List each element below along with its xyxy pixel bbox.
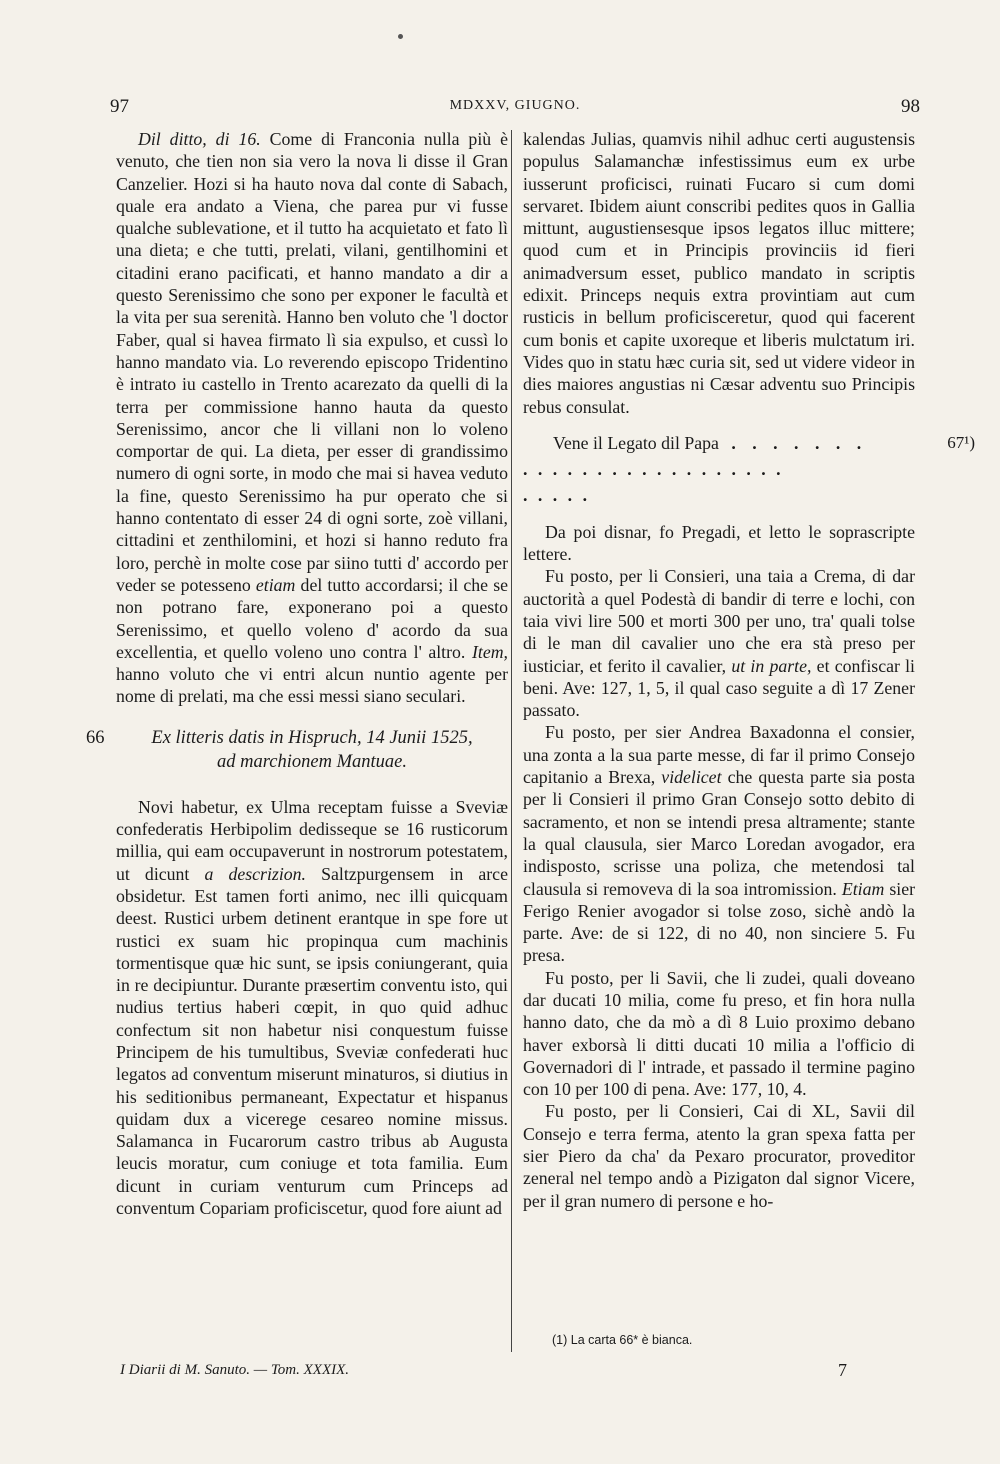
italic-word: etiam (255, 574, 296, 595)
ellipsis-dots: . . . . . . . (731, 432, 868, 453)
paragraph (523, 565, 915, 721)
section-heading (86, 726, 508, 774)
text: del tutto accordarsi; il che se non potrano fare, exponerano poi a questo Serenissimo, et quello voleno d' acordo da sua excellentia, et quello voleno uno contra l' altro. (116, 574, 509, 662)
text: Vene il Legato dil Papa (553, 432, 719, 453)
text: Fu posto, per li Consieri, una taia a Crema, di dar auctorità a quel Podestà di bandir di terre e lochi, con taia vivi lire 500 et morti 300 per uno, tra' quali tolse di le man dil cavalier uno che era stà preso per iusticiar, et ferito il cavalier, (523, 566, 915, 676)
text: che questa parte sia posta per li Consieri il primo Gran Consejo sotto debito di sacramento, et non se intendi presa altramente; stante la qual clausula, sier Marco Loredan avogador, era indisposto, scrisse una poliza, che metendosi tal clausula si removeva di la soa intromission. (523, 767, 915, 899)
vene-line (523, 432, 975, 454)
ellipsis-dots: . . . . . . . . . . . . . . . . . . (523, 459, 784, 480)
running-header (110, 96, 920, 118)
text: sier Ferigo Renier avogador si tolse zoso, sichè andò la parte. Ave: de si 122, di no 40, non sinciere 5. Fu presa. (523, 878, 916, 966)
left-column (86, 128, 509, 1219)
header-title: MDXXV, GIUGNO. (449, 98, 581, 113)
text: et confiscar li beni. Ave: 127, 1, 5, il qual caso seguite a dì 17 Zener passato. (523, 655, 916, 721)
paragraph: Da poi disnar, fo Pregadi, et letto le soprascripte lettere. (523, 521, 915, 565)
paragraph (116, 128, 508, 708)
ellipsis-dots: . . . . . (523, 485, 591, 506)
text: Novi habetur, ex Ulma receptam fuisse a Sveviæ confederatis Herbipolim dedisseque se 16 rusticorum millia, qui eam occupaverunt in nostrorum potestatem, ut dicunt (116, 796, 508, 884)
text: Saltzpurgensem in arce obsidetur. Est tamen forti animo, nec illi quicquam deest. Rustici urbem detinent erantque in spe fore ut rustici ex suam hic propinqua cum machinis tormentisque quæ hic sunt, se ipsis coniungerant, quia in re decipiuntur. Durante præsertim conventu isto, qui nudius tertius haberi cœpit, in quo quid adhuc confectum sit non habetur nisi conquestum fuisse Principem de his tumultibus, Sveviæ confederati huc legatos ad conventum miserunt minaturos, si diutius in his seditionibus permaneant, Expectatur et hispanus quidam dux a vicerege cesareo nomine missus. Salamanca in Fucarorum castro tribus ab Augusta leucis moratur, cum coniuge et tota familia. Eum dicunt in curiam venturum cum Princeps ad conventum Copariam proficiscetur, quod fore aiunt ad (116, 863, 508, 1219)
footer-page-number: 7 (838, 1360, 847, 1380)
heading-line: Ex litteris datis in Hispruch, 14 Junii 1525, (151, 727, 473, 748)
margin-number: 67¹) (947, 432, 975, 452)
column-rule (511, 130, 512, 1352)
page-number-left: 97 (110, 96, 129, 117)
footer-signature: I Diarii di M. Sanuto. — Tom. XXXIX. (120, 1362, 350, 1378)
paragraph: Fu posto, per li Savii, che li zudei, quali doveano dar ducati 10 milia, come fu preso, et fin hora nulla hanno dato, che da mò a dì 8 Luio proximo debano haver exborsà li ditti ducati 10 milia a l'officio di Governadori di l' intrade, et passado il termine pagino con 10 per 100 di pena. Ave: 177, 10, 4. (523, 967, 915, 1100)
italic-phrase: ut in parte, (731, 655, 812, 676)
text: Fu posto, per sier Andrea Baxadonna el consier, una zonta a la sua parte messe, di far il primo Consejo capitanio a Brexa, (523, 722, 915, 788)
text: hanno voluto che vi entri alcun nuntio agente per nome di prelati, ma che essi messi siano seculari. (116, 664, 508, 707)
text: Come di Franconia nulla più è venuto, che tien non sia vero la nova li disse il Gran Canzelier. Hozi si ha hauto nova dal conte di Sabach, quale era andato a Viena, che parea pur vi fusse qualche sublevatione, et il tutto ha acquietato et fato lì una dieta; e che tutti, prelati, vilani, gentilhomini et citadini erano pacificati, et hanno mandato a dir a questo Serenissimo che sono per exponer le facultà et la vita per sua serenità. Hanno ben voluto che 'l doctor Faber, qual si havea firmato lì sia expulso, et cussì lo hanno mandato via. Lo reverendo episcopo Tridentino è intrato iu castello in Trento acarezato da quelli di la terra per commissione hanno hauta da questo Serenissimo, ancor che li villani non lo voleno comportar de qui. La dieta, per esser di grandissimo numero di ogni sorte, in modo che mai si havea veduto la fine, questo Serenissimo ha pur operato che si hanno contentato di esser 24 di ogni sorte, zoè villani, cittadini et zenthilomini, et hozi si hanno reduto fra loro, perchè in molte cose par siino tutti d' accordo per veder se potesseno (116, 129, 508, 595)
page-number-right: 98 (901, 96, 920, 117)
right-column (523, 128, 975, 1212)
margin-number: 66 (86, 727, 105, 748)
italic-word: videlicet (661, 767, 722, 788)
italic-phrase: a descrizion. (204, 863, 306, 884)
paragraph (116, 796, 508, 1220)
date-italic: Dil ditto, di 16. (138, 129, 261, 149)
italic-word: Etiam (841, 878, 885, 899)
heading-line: ad marchionem Mantuae. (217, 751, 407, 772)
paragraph: kalendas Julias, quamvis nihil adhuc certi augustensis populus Salamanchæ infestissimus eum ex urbe iusserunt proficisci, ruinati Fucaro si cum domi servaret. Ibidem aiunt conscribi pedites quos in Gallia mittunt, augustiensesque ipsos legatos illuc mittere; quod cum et in Principis provinciis id fieri animadversum esset, publico mandato in scriptis edixit. Princeps nequis extra provintiam aut cum rusticis in bellum proficisceretur, quod qui facerent cum bonis et capite uxoreque et liberis mulctatum iri. Vides quo in statu hæc curia sit, sed ut videre videor in dies maiores angustias ni Cæsar adventu suo Principis rebus consulat. (523, 129, 915, 417)
italic-word: Item, (471, 641, 508, 662)
paragraph (523, 721, 915, 966)
paragraph: Fu posto, per li Consieri, Cai di XL, Savii dil Consejo e terra ferma, atento la gran spexa fatta per sier Piero da cha' da Pexaro procurator, proveditor zeneral nel tempo andò a Pizigaton dal signor Vicere, per il gran numero di persone e ho- (523, 1101, 915, 1211)
ink-spot (398, 34, 403, 39)
footnote: (1) La carta 66* è bianca. (552, 1333, 693, 1347)
